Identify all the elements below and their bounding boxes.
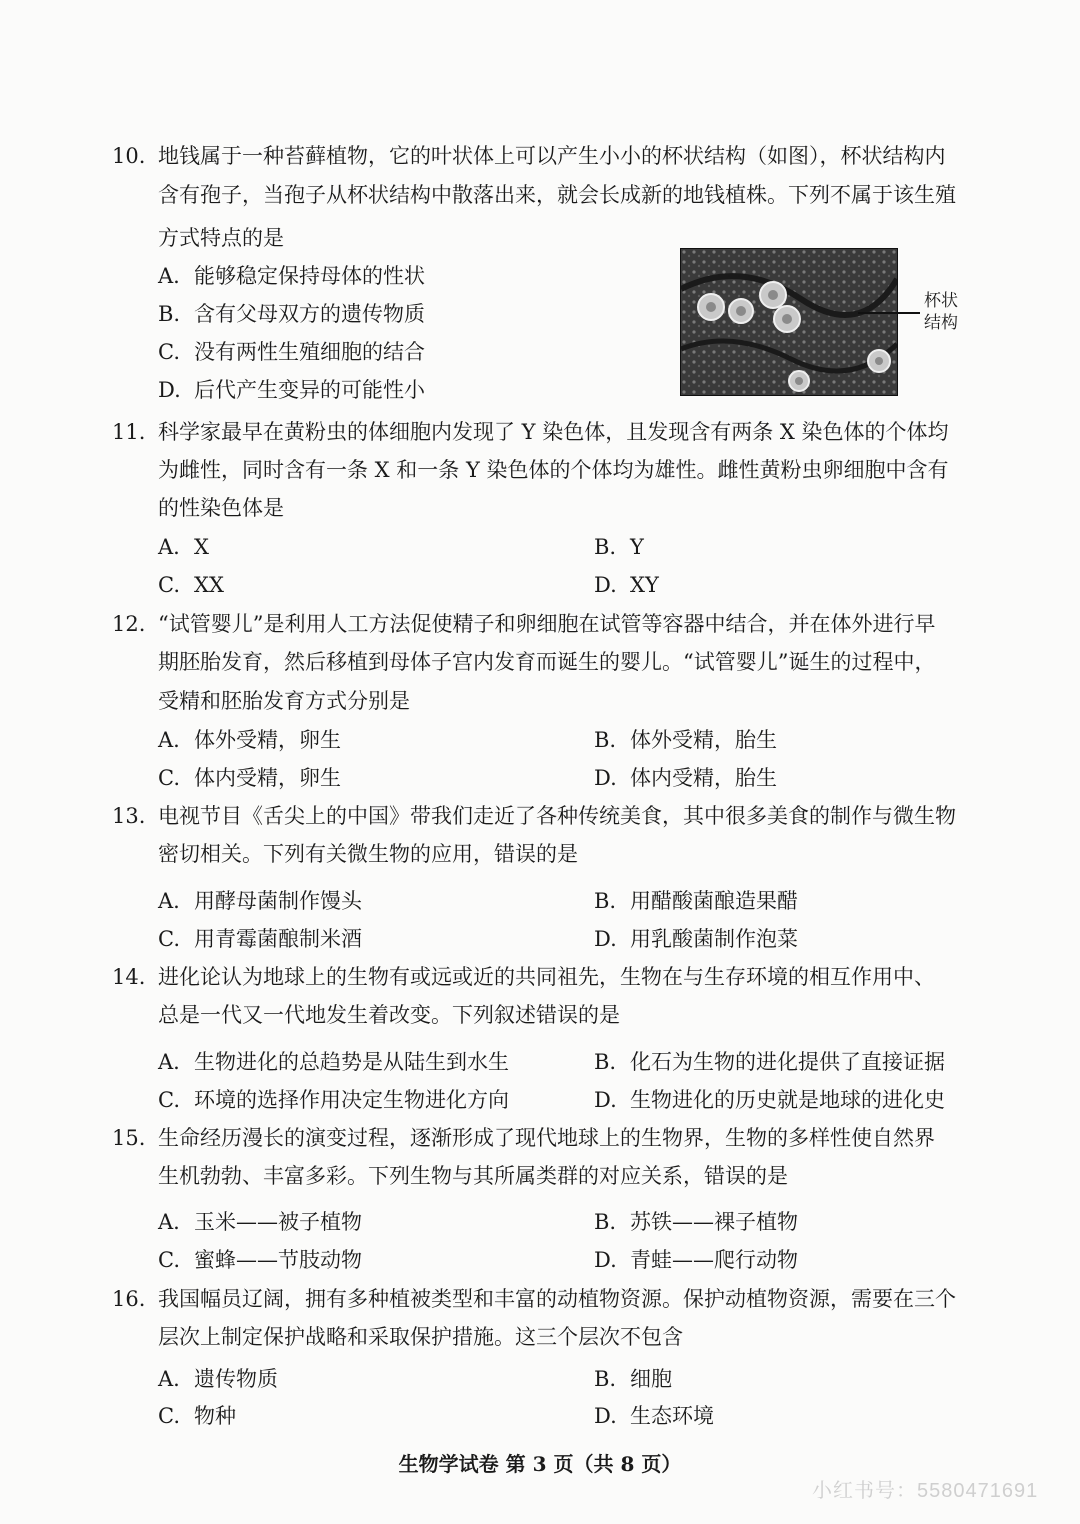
question-text-line: 电视节目《舌尖上的中国》带我们走近了各种传统美食，其中很多美食的制作与微生物: [158, 804, 956, 828]
option-a: A. 体外受精，卵生: [158, 728, 341, 752]
option-a: A. 生物进化的总趋势是从陆生到水生: [158, 1050, 509, 1074]
question-text-line: 含有孢子，当孢子从杯状结构中散落出来，就会长成新的地钱植株。下列不属于该生殖: [158, 183, 956, 207]
question-text-line: 生命经历漫长的演变过程，逐渐形成了现代地球上的生物界，生物的多样性使自然界: [158, 1126, 935, 1150]
option-b: B. Y: [594, 535, 644, 559]
option-d: D. XY: [594, 573, 659, 597]
option-c: C. 蜜蜂——节肢动物: [158, 1248, 362, 1272]
question-text-line: 地钱属于一种苔藓植物，它的叶状体上可以产生小小的杯状结构（如图），杯状结构内: [158, 144, 946, 168]
question-number: 15.: [112, 1126, 146, 1150]
liverwort-photo: [680, 248, 898, 396]
question-text-line: 期胚胎发育，然后移植到母体子宫内发育而诞生的婴儿。“试管婴儿”诞生的过程中，: [158, 650, 936, 674]
question-text-line: 层次上制定保护战略和采取保护措施。这三个层次不包含: [158, 1325, 683, 1349]
question-text-line: “试管婴儿”是利用人工方法促使精子和卵细胞在试管等容器中结合，并在体外进行早: [158, 612, 936, 636]
option-b: B. 体外受精，胎生: [594, 728, 777, 752]
question-text-line: 的性染色体是: [158, 496, 284, 520]
option-c: C. 物种: [158, 1404, 236, 1428]
option-b: B. 苏铁——裸子植物: [594, 1210, 798, 1234]
question-number: 12.: [112, 612, 146, 636]
question-number: 11.: [112, 420, 146, 444]
option-a: A. 玉米——被子植物: [158, 1210, 362, 1234]
question-text-line: 为雌性，同时含有一条 X 和一条 Y 染色体的个体均为雄性。雌性黄粉虫卵细胞中含有: [158, 458, 949, 482]
figure-pointer-line: [858, 312, 920, 314]
option-d: D. 生态环境: [594, 1404, 714, 1428]
question-text-line: 我国幅员辽阔，拥有多种植被类型和丰富的动植物资源。保护动植物资源，需要在三个: [158, 1287, 956, 1311]
question-number: 10.: [112, 144, 146, 168]
option-b: B. 化石为生物的进化提供了直接证据: [594, 1050, 945, 1074]
question-text-line: 密切相关。下列有关微生物的应用，错误的是: [158, 842, 578, 866]
question-number: 14.: [112, 965, 146, 989]
question-text-line: 受精和胚胎发育方式分别是: [158, 689, 410, 713]
option-a: A. 遗传物质: [158, 1367, 278, 1391]
option-c: C. 环境的选择作用决定生物进化方向: [158, 1088, 509, 1112]
question-text-line: 进化论认为地球上的生物有或远或近的共同祖先，生物在与生存环境的相互作用中、: [158, 965, 935, 989]
watermark: 小红书号：5580471691: [812, 1480, 1039, 1502]
option-b: B. 用醋酸菌酿造果醋: [594, 889, 798, 913]
option-c: C. 没有两性生殖细胞的结合: [158, 340, 425, 364]
page-footer: 生物学试卷 第 3 页（共 8 页）: [398, 1452, 682, 1476]
figure-label: 杯状 结构: [924, 291, 958, 333]
option-d: D. 生物进化的历史就是地球的进化史: [594, 1088, 945, 1112]
option-d: D. 体内受精，胎生: [594, 766, 777, 790]
option-b: B. 细胞: [594, 1367, 672, 1391]
option-d: D. 用乳酸菌制作泡菜: [594, 927, 798, 951]
option-b: B. 含有父母双方的遗传物质: [158, 302, 425, 326]
question-text-line: 总是一代又一代地发生着改变。下列叙述错误的是: [158, 1003, 620, 1027]
question-text-line: 科学家最早在黄粉虫的体细胞内发现了 Y 染色体，且发现含有两条 X 染色体的个体均: [158, 420, 949, 444]
option-a: A. 用酵母菌制作馒头: [158, 889, 362, 913]
option-c: C. 体内受精，卵生: [158, 766, 341, 790]
option-c: C. 用青霉菌酿制米酒: [158, 927, 362, 951]
question-number: 16.: [112, 1287, 146, 1311]
option-d: D. 青蛙——爬行动物: [594, 1248, 798, 1272]
option-c: C. XX: [158, 573, 224, 597]
option-a: A. X: [158, 535, 209, 559]
option-d: D. 后代产生变异的可能性小: [158, 378, 425, 402]
question-text-line: 方式特点的是: [158, 226, 284, 250]
question-number: 13.: [112, 804, 146, 828]
question-text-line: 生机勃勃、丰富多彩。下列生物与其所属类群的对应关系，错误的是: [158, 1164, 788, 1188]
option-a: A. 能够稳定保持母体的性状: [158, 264, 425, 288]
